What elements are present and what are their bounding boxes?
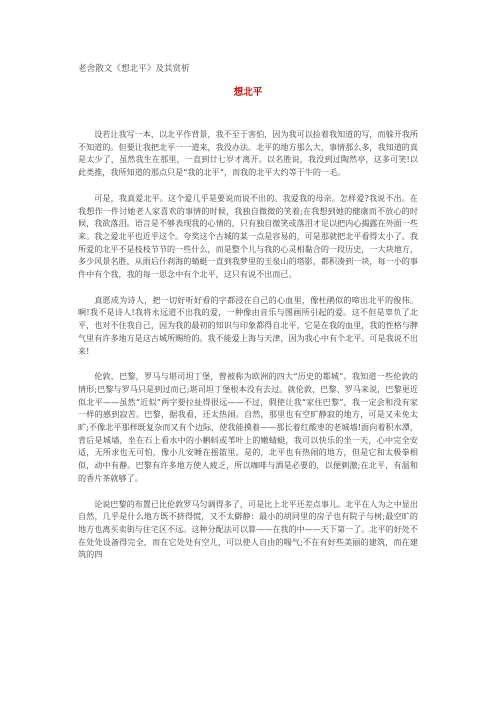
paragraph-1: 设若让我写一本、以北平作背景，我不至于害怕，因为我可以捡着我知道的写，而躲开我所不知道的。但要让我把北平一一道来，我没办法。北平的地方那么大，事情那么多，我知道的真是太少了，虽然我生在那里，一直到廿七岁才离开。以名胜说，我没到过陶然亭，这多可笑!以此类推，我所知道的那点只是“我的北平”，而我的北平大约等于牛的一毛。 — [78, 129, 418, 178]
paragraph-2: 可是，我真爱北平。这个爱几乎是要说而说不出的。我爱我的母亲。怎样爱?我说不出。在我想作一件讨她老人家喜欢的事情的时候，我独自微微的笑着;在我想到她的健康而不放心的时候，我欲落泪。语言是不够表现我的心情的，只有独自微笑或落泪才足以把内心揭露在外面一些来。我之爱北平也近乎这个。夸奖这个古城的某一点是容易的，可是那就把北平看得太小了。我所爱的北平不是枝枝节节的一些什么，而是整个儿与我的心灵相黏合的一段历史，一大块地方，多少风景名胜，从雨后什刹海的蜻蜓一直到我梦里的玉泉山的塔影，都积凑到一块，每一小的事件中有个我，我的每一思念中有个北平，这只有说不出而已。 — [78, 192, 418, 280]
paragraph-4: 伦敦，巴黎，罗马与堪司坦丁堡，曾被称为欧洲的四大“历史的都城”。我知道一些伦敦的情形;巴黎与罗马只是到过而已;堪司坦丁堡根本没有去过。就伦敦、巴黎、罗马来说，巴黎更近似北平——虽然“近似”两字要拉扯得很远——不过，假使让我“家住巴黎”，我一定会和没有家一样的感到寂苦。巴黎，据我看，还太热闹。自然，那里也有空旷静寂的地方，可是又未免太旷;不像北平那样既复杂而又有个边际，使我能摸着——那长着红酸枣的老城墙!面向着积水潭，背后是城墙，坐在石上看水中的小蝌蚪或苇叶上的嫩蜻蜓，我可以快乐的坐一天，心中完全安适，无所求也无可怕，像小儿安睡在摇篮里。是的，北平也有热闹的地方，但是它和太极拳相似，动中有静。巴黎有许多地方使人疲乏，所以咖啡与酒是必要的，以便刺激;在北平，有温和的香片茶就够了。 — [78, 371, 418, 483]
document-header: 老舍散文《想北平》及其赏析 — [78, 64, 190, 74]
paragraph-5: 论说巴黎的布置已比伦敦罗马匀调得多了，可是比上北平还差点事儿。北平在人为之中显出自然，几乎是什么地方既不挤得慌，又不太僻静：最小的胡同里的房子也有院子与树;最空旷的地方也离买卖街与住宅区不远。这种分配法可以算——在我的中——天下第一了。北平的好处不在处处设备得完全，而在它处处有空儿，可以使人自由的喘气;不在有好些美丽的建筑，而在建筑的四 — [78, 498, 418, 560]
document-body — [78, 128, 418, 574]
document-title: 想北平 — [233, 87, 263, 98]
paragraph-3: 真愿成为诗人，把一切好听好看的字都浸在自己的心血里，像杜鹃似的啼出北平的俊伟。啊!我不是诗人!我将永远道不出我的爱，一种像由音乐与图画所引起的爱。这不但是辜负了北平，也对不住我自己，因为我的最初的知识与印象都得自北平，它是在我的血里，我的性格与脾气里有许多地方是这古城所赐给的。我不能爱上海与天津，因为我心中有个北平。可是我说不出来! — [78, 294, 418, 356]
